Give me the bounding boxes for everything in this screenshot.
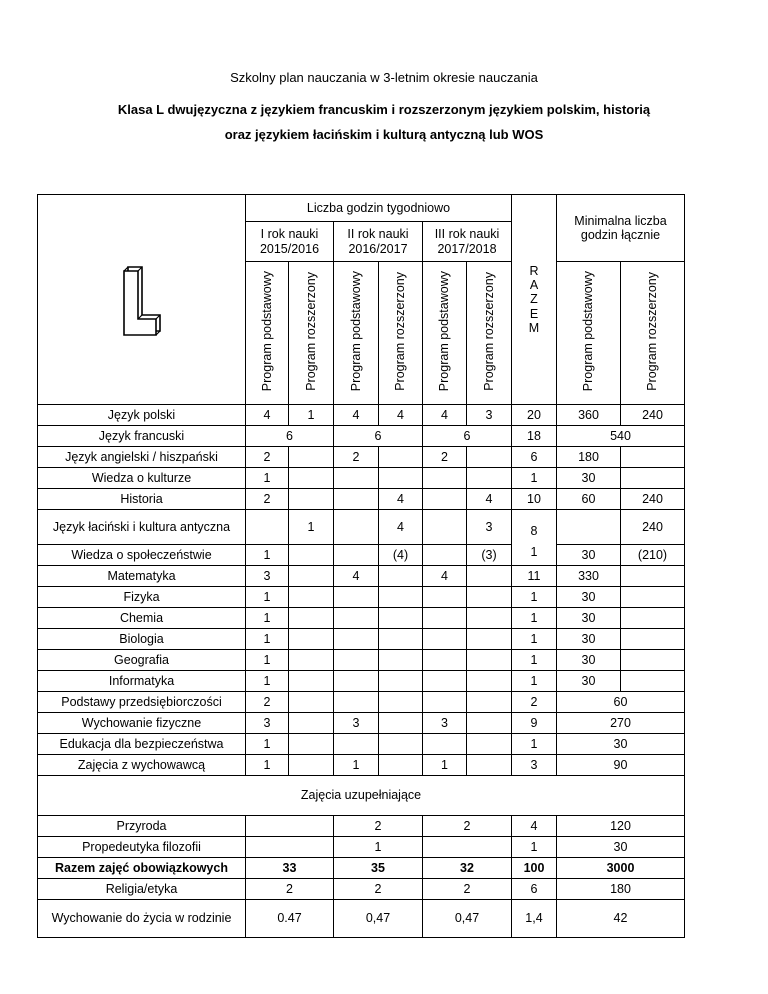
table-row (38, 468, 685, 489)
subject-name: Wychowanie fizyczne (38, 713, 246, 734)
y3-extended-hours: 3 (467, 405, 512, 426)
table-row (38, 629, 685, 650)
table-row (38, 879, 685, 900)
y1-hours: 0.47 (246, 900, 334, 938)
y2-hours: 0,47 (334, 900, 423, 938)
razem-value: 6 (512, 447, 557, 468)
y3-hours: 0,47 (423, 900, 512, 938)
razem-value: 1 (512, 671, 557, 692)
y2-basic-hours: 3 (334, 713, 379, 734)
subject-name: Wiedza o kulturze (38, 468, 246, 489)
supplementary-title: Zajęcia uzupełniające (38, 776, 685, 816)
min-basic-hours (557, 510, 621, 545)
table-row (38, 405, 685, 426)
y3-hours: 32 (423, 858, 512, 879)
razem-value: 9 (512, 713, 557, 734)
y3-basic-hours (423, 544, 467, 565)
y3-extended-hours: (3) (467, 544, 512, 565)
y3-extended-hours (467, 713, 512, 734)
min-hours: 30 (557, 734, 685, 755)
razem-value (512, 510, 557, 566)
supplementary-title-row (38, 776, 685, 816)
y3-extended-hours (467, 734, 512, 755)
y3-basic-hours: 4 (423, 405, 467, 426)
y1-basic-hours: 1 (246, 629, 289, 650)
min-hours: 120 (557, 816, 685, 837)
table-row (38, 650, 685, 671)
y1-extended-hours (289, 692, 334, 713)
y2-basic-hours: 2 (334, 447, 379, 468)
y1-basic-hours: 4 (246, 405, 289, 426)
razem-value: 6 (512, 879, 557, 900)
min-basic-hours: 180 (557, 447, 621, 468)
minimal-hours-header: Minimalna liczba godzin łącznie (557, 195, 685, 262)
subject-name: Przyroda (38, 816, 246, 837)
table-row (38, 608, 685, 629)
y3-basic-hours (423, 468, 467, 489)
y3-extended-header: Program rozszerzony (467, 262, 512, 405)
y1-basic-hours: 1 (246, 544, 289, 565)
subject-name: Geografia (38, 650, 246, 671)
year2-header: II rok nauki 2016/2017 (334, 222, 423, 262)
y2-extended-hours (379, 587, 423, 608)
y3-basic-hours: 3 (423, 713, 467, 734)
y3-extended-hours (467, 671, 512, 692)
y2-basic-hours (334, 629, 379, 650)
y2-basic-hours (334, 510, 379, 545)
min-basic-hours: 30 (557, 544, 621, 565)
y2-extended-hours (379, 713, 423, 734)
min-basic-hours: 30 (557, 671, 621, 692)
table-row (38, 426, 685, 447)
y2-basic-hours: 4 (334, 405, 379, 426)
y1-extended-hours (289, 671, 334, 692)
y1-basic-hours: 1 (246, 608, 289, 629)
razem-value: 11 (512, 566, 557, 587)
y2-basic-hours (334, 671, 379, 692)
table-row (38, 734, 685, 755)
y1-hours: 33 (246, 858, 334, 879)
y3-basic-hours (423, 671, 467, 692)
y2-extended-hours (379, 629, 423, 650)
y1-extended-hours (289, 755, 334, 776)
y1-hours (246, 816, 334, 837)
y1-basic-hours: 2 (246, 447, 289, 468)
min-basic-hours: 360 (557, 405, 621, 426)
y2-extended-hours (379, 692, 423, 713)
y2-extended-hours (379, 671, 423, 692)
table-row (38, 755, 685, 776)
y1-extended-header: Program rozszerzony (289, 262, 334, 405)
y3-hours: 2 (423, 879, 512, 900)
subject-name: Biologia (38, 629, 246, 650)
weekly-hours-header: Liczba godzin tygodniowo (246, 195, 512, 222)
razem-value: 1 (512, 650, 557, 671)
y2-extended-header: Program rozszerzony (379, 262, 423, 405)
subject-name: Fizyka (38, 587, 246, 608)
razem-value: 1 (512, 629, 557, 650)
table-row (38, 816, 685, 837)
y1-extended-hours (289, 650, 334, 671)
table-row (38, 447, 685, 468)
y1-extended-hours (289, 629, 334, 650)
subject-name: Propedeutyka filozofii (38, 837, 246, 858)
class-description-line2: oraz językiem łacińskim i kulturą antyczną lub WOS (224, 127, 544, 142)
y3-extended-hours (467, 608, 512, 629)
razem-value: 100 (512, 858, 557, 879)
y3-basic-hours (423, 650, 467, 671)
razem-value: 4 (512, 816, 557, 837)
y1-basic-hours: 2 (246, 692, 289, 713)
min-basic-hours: 330 (557, 566, 621, 587)
subject-name: Edukacja dla bezpieczeństwa (38, 734, 246, 755)
min-extended-hours (621, 447, 685, 468)
razem-value: 18 (512, 426, 557, 447)
razem-value: 20 (512, 405, 557, 426)
table-row (38, 692, 685, 713)
y3-extended-hours (467, 629, 512, 650)
y3-extended-hours (467, 692, 512, 713)
y3-basic-hours (423, 510, 467, 545)
y1-extended-hours (289, 544, 334, 565)
y1-extended-hours (289, 713, 334, 734)
subject-name: Razem zajęć obowiązkowych (38, 858, 246, 879)
y2-hours: 2 (334, 879, 423, 900)
min-hours: 60 (557, 692, 685, 713)
min-hours: 30 (557, 837, 685, 858)
subject-name: Język polski (38, 405, 246, 426)
table-row (38, 858, 685, 879)
y2-extended-hours (379, 608, 423, 629)
razem-value: 1 (512, 587, 557, 608)
y1-basic-hours: 1 (246, 734, 289, 755)
y1-extended-hours (289, 468, 334, 489)
subject-name: Religia/etyka (38, 879, 246, 900)
min-basic-hours: 30 (557, 629, 621, 650)
table-row (38, 713, 685, 734)
subject-name: Chemia (38, 608, 246, 629)
y3-extended-hours (467, 755, 512, 776)
y2-hours: 35 (334, 858, 423, 879)
min-hours: 42 (557, 900, 685, 938)
y2-hours: 2 (334, 816, 423, 837)
y2-extended-hours: 4 (379, 510, 423, 545)
y3-extended-hours (467, 468, 512, 489)
y2-basic-hours (334, 650, 379, 671)
y2-basic-hours (334, 692, 379, 713)
razem-value: 1 (512, 734, 557, 755)
y1-basic-hours: 3 (246, 566, 289, 587)
table-row (38, 510, 685, 545)
y1-extended-hours (289, 734, 334, 755)
y1-basic-hours (246, 510, 289, 545)
letter-l-logo-icon (118, 261, 166, 339)
y1-hours: 6 (246, 426, 334, 447)
y1-extended-hours (289, 447, 334, 468)
year1-header: I rok nauki 2015/2016 (246, 222, 334, 262)
min-extended-header: Program rozszerzony (621, 262, 685, 405)
razem-value: 1 (512, 837, 557, 858)
y1-hours (246, 837, 334, 858)
min-hours: 540 (557, 426, 685, 447)
min-extended-hours (621, 671, 685, 692)
y1-extended-hours (289, 489, 334, 510)
y3-basic-header: Program podstawowy (423, 262, 467, 405)
y2-extended-hours: (4) (379, 544, 423, 565)
y1-basic-hours: 2 (246, 489, 289, 510)
min-basic-hours: 30 (557, 650, 621, 671)
table-row (38, 900, 685, 938)
subject-name: Informatyka (38, 671, 246, 692)
y3-basic-hours (423, 587, 467, 608)
y3-basic-hours: 4 (423, 566, 467, 587)
y2-hours: 6 (334, 426, 423, 447)
y2-hours: 1 (334, 837, 423, 858)
curriculum-table (37, 194, 685, 938)
document-title: Szkolny plan nauczania w 3-letnim okresie nauczania (230, 70, 538, 85)
min-basic-hours: 30 (557, 608, 621, 629)
min-hours: 180 (557, 879, 685, 900)
min-extended-hours: 240 (621, 405, 685, 426)
y2-extended-hours (379, 468, 423, 489)
subject-name: Język francuski (38, 426, 246, 447)
y3-extended-hours (467, 650, 512, 671)
y3-basic-hours (423, 629, 467, 650)
y1-extended-hours: 1 (289, 510, 334, 545)
class-description-line1: Klasa L dwujęzyczna z językiem francuskim i rozszerzonym językiem polskim, historią (117, 102, 651, 117)
subject-name: Matematyka (38, 566, 246, 587)
min-hours: 270 (557, 713, 685, 734)
y3-extended-hours: 3 (467, 510, 512, 545)
y1-extended-hours: 1 (289, 405, 334, 426)
subject-name: Język angielski / hiszpański (38, 447, 246, 468)
y1-basic-hours: 1 (246, 755, 289, 776)
y1-extended-hours (289, 587, 334, 608)
min-basic-header: Program podstawowy (557, 262, 621, 405)
table-row (38, 837, 685, 858)
y3-basic-hours (423, 692, 467, 713)
y1-basic-hours: 1 (246, 671, 289, 692)
class-logo-cell (38, 195, 246, 405)
y1-basic-hours: 3 (246, 713, 289, 734)
y2-basic-hours (334, 608, 379, 629)
razem-header: R A Z E M (512, 195, 557, 405)
subject-name: Podstawy przedsiębiorczości (38, 692, 246, 713)
y3-basic-hours (423, 734, 467, 755)
y3-basic-hours (423, 489, 467, 510)
table-row (38, 671, 685, 692)
year3-header: III rok nauki 2017/2018 (423, 222, 512, 262)
min-extended-hours (621, 650, 685, 671)
y3-basic-hours: 1 (423, 755, 467, 776)
y3-extended-hours (467, 587, 512, 608)
table-row (38, 489, 685, 510)
razem-value: 3 (512, 755, 557, 776)
min-extended-hours: 240 (621, 510, 685, 545)
y2-basic-hours: 4 (334, 566, 379, 587)
razem-value-latin: 8 (530, 524, 538, 538)
min-basic-hours: 30 (557, 468, 621, 489)
y2-extended-hours: 4 (379, 405, 423, 426)
table-row (38, 544, 685, 565)
y1-basic-hours: 1 (246, 650, 289, 671)
min-extended-hours (621, 566, 685, 587)
table-row (38, 587, 685, 608)
y2-basic-hours (334, 468, 379, 489)
y1-extended-hours (289, 566, 334, 587)
subject-name: Wychowanie do życia w rodzinie (38, 900, 246, 938)
subject-name: Historia (38, 489, 246, 510)
y3-hours (423, 837, 512, 858)
subject-name: Zajęcia z wychowawcą (38, 755, 246, 776)
y1-hours: 2 (246, 879, 334, 900)
y2-basic-hours (334, 587, 379, 608)
razem-value: 2 (512, 692, 557, 713)
min-basic-hours: 60 (557, 489, 621, 510)
y2-basic-hours (334, 734, 379, 755)
y2-extended-hours (379, 755, 423, 776)
y3-extended-hours (467, 566, 512, 587)
y2-basic-header: Program podstawowy (334, 262, 379, 405)
y2-basic-hours (334, 489, 379, 510)
y2-extended-hours (379, 650, 423, 671)
y2-extended-hours: 4 (379, 489, 423, 510)
razem-value: 10 (512, 489, 557, 510)
y3-basic-hours: 2 (423, 447, 467, 468)
y1-extended-hours (289, 608, 334, 629)
razem-value: 1 (512, 608, 557, 629)
razem-value-wos: 1 (530, 545, 538, 559)
subject-name: Język łaciński i kultura antyczna (38, 510, 246, 545)
razem-value: 1,4 (512, 900, 557, 938)
min-extended-hours (621, 587, 685, 608)
razem-value: 1 (512, 468, 557, 489)
min-extended-hours (621, 629, 685, 650)
y2-extended-hours (379, 447, 423, 468)
min-basic-hours: 30 (557, 587, 621, 608)
y1-basic-hours: 1 (246, 468, 289, 489)
y1-basic-hours: 1 (246, 587, 289, 608)
min-extended-hours: 240 (621, 489, 685, 510)
min-hours: 90 (557, 755, 685, 776)
y2-extended-hours (379, 566, 423, 587)
min-extended-hours (621, 608, 685, 629)
subject-name: Wiedza o społeczeństwie (38, 544, 246, 565)
y3-basic-hours (423, 608, 467, 629)
min-hours: 3000 (557, 858, 685, 879)
min-extended-hours (621, 468, 685, 489)
y3-hours: 6 (423, 426, 512, 447)
table-row (38, 566, 685, 587)
y1-basic-header: Program podstawowy (246, 262, 289, 405)
y3-extended-hours (467, 447, 512, 468)
y2-extended-hours (379, 734, 423, 755)
y2-basic-hours (334, 544, 379, 565)
min-extended-hours: (210) (621, 544, 685, 565)
y2-basic-hours: 1 (334, 755, 379, 776)
y3-hours: 2 (423, 816, 512, 837)
y3-extended-hours: 4 (467, 489, 512, 510)
